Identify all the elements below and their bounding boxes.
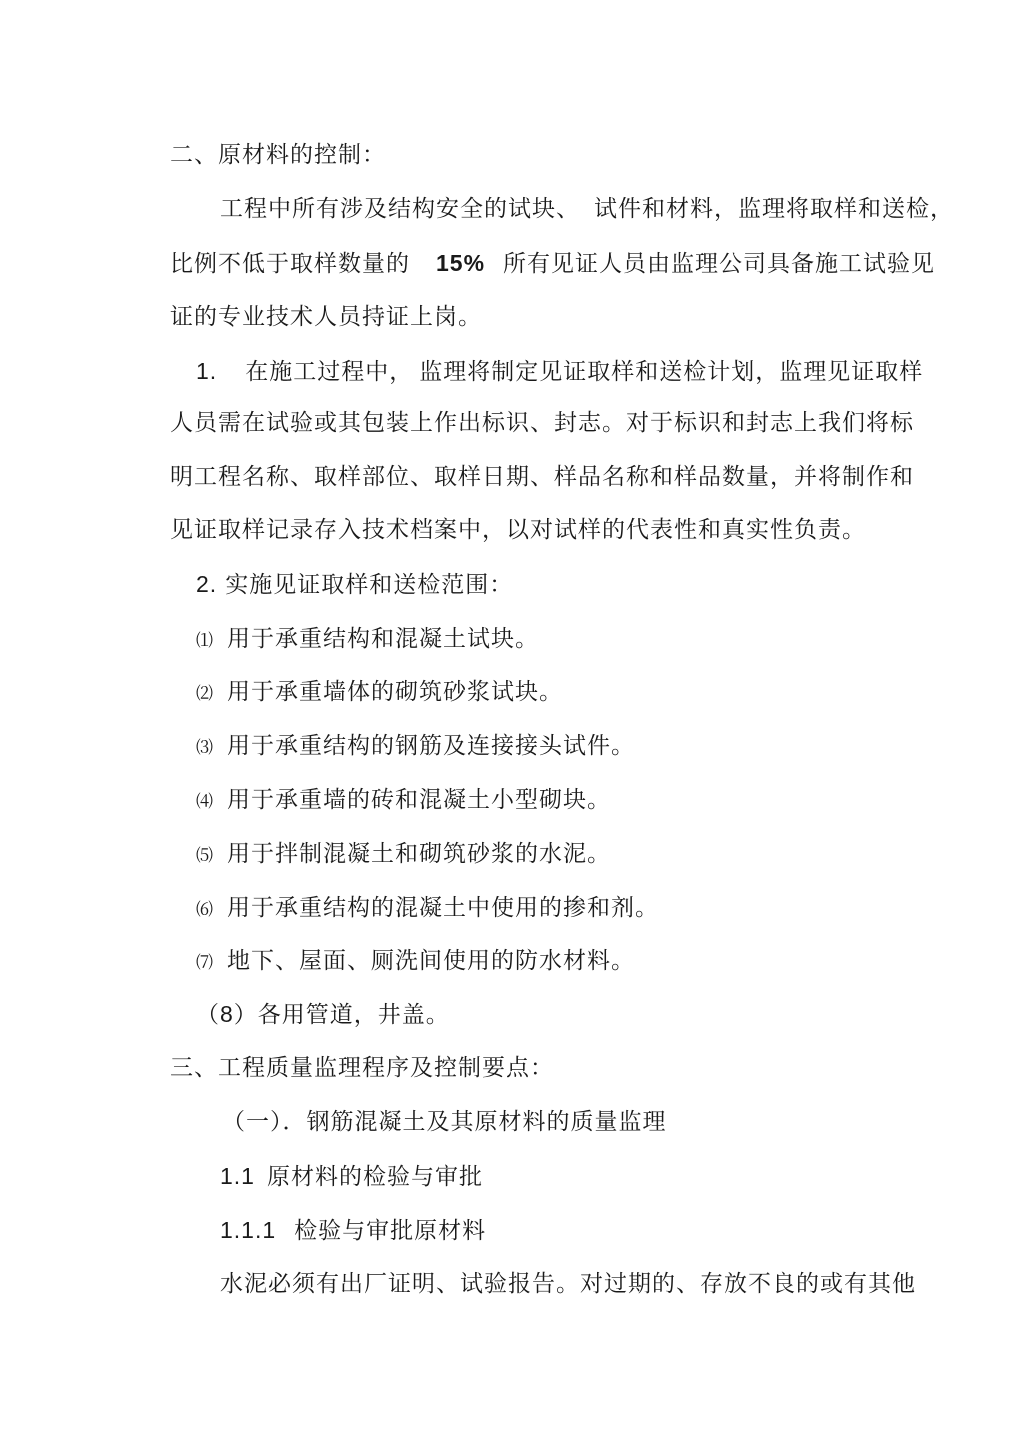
paragraph-line	[220, 194, 954, 224]
item-number: 2.	[196, 571, 218, 597]
text-segment: 实施见证取样和送检范围：	[225, 572, 514, 598]
scope-item	[196, 839, 611, 871]
scope-text: 用于承重结构的钢筋及连接接头试件。	[227, 733, 635, 759]
item-number: 1.	[196, 358, 218, 384]
heading-raw-materials: 二、原材料的控制：	[170, 142, 386, 168]
text-segment: 所有见证人员由监理公司具备施工试验见	[503, 251, 936, 277]
paren-close: ）	[233, 1002, 258, 1028]
scope-text: 地下、屋面、厕洗间使用的防水材料。	[227, 948, 635, 974]
scope-number: 8	[220, 1001, 234, 1027]
text-segment: 比例不低于取样数量的	[170, 251, 410, 277]
heading-quality-supervision: 三、工程质量监理程序及控制要点：	[170, 1055, 554, 1081]
scope-text: 用于承重结构和混凝土试块。	[227, 626, 539, 652]
scope-item	[196, 677, 563, 709]
scope-item	[196, 946, 635, 978]
paragraph-line: 明工程名称、取样部位、取样日期、样品名称和样品数量，并将制作和	[170, 464, 914, 490]
paragraph-line: 水泥必须有出厂证明、试验报告。对过期的、存放不良的或有其他	[220, 1271, 916, 1297]
section-title: 检验与审批原材料	[294, 1218, 487, 1244]
paragraph-line	[170, 248, 935, 279]
item-1-line	[196, 356, 923, 387]
section-1-1	[220, 1161, 483, 1192]
scope-number: ⑹	[196, 900, 213, 920]
scope-number: ⑶	[196, 738, 213, 758]
scope-number: ⑸	[196, 846, 213, 866]
scope-item	[196, 785, 611, 817]
scope-text: 用于承重墙体的砌筑砂浆试块。	[227, 679, 563, 705]
paragraph-line: 人员需在试验或其包装上作出标识、封志。对于标识和封志上我们将标	[170, 410, 914, 436]
section-title: 原材料的检验与审批	[266, 1164, 483, 1190]
text-segment: 工程中所有涉及结构安全的试块、	[220, 196, 580, 222]
text-segment: 试件和材料，监理将取样和送检，	[594, 196, 954, 222]
scope-number: ⑷	[196, 792, 213, 812]
paren-open: （	[196, 1002, 220, 1028]
scope-text: 用于承重墙的砖和混凝土小型砌块。	[227, 787, 611, 813]
percent-value: 15%	[436, 250, 486, 276]
text-segment: 在施工过程中，	[245, 359, 414, 385]
section-number: 1.1.1	[220, 1217, 277, 1243]
scope-item	[196, 893, 659, 925]
scope-number: ⑴	[196, 631, 213, 651]
scope-item	[196, 731, 635, 763]
scope-item	[196, 624, 539, 656]
text-segment: 监理将制定见证取样和送检计划，监理见证取样	[419, 359, 924, 385]
item-2-line	[196, 569, 513, 600]
scope-text: 各用管道，井盖。	[257, 1002, 450, 1028]
section-1-1-1	[220, 1215, 486, 1246]
scope-text: 用于拌制混凝土和砌筑砂浆的水泥。	[227, 841, 611, 867]
section-number: 1.1	[220, 1163, 255, 1189]
paragraph-line: 见证取样记录存入技术档案中，以对试样的代表性和真实性负责。	[170, 517, 866, 543]
paragraph-line: 证的专业技术人员持证上岗。	[170, 304, 482, 330]
scope-number: ⑵	[196, 684, 213, 704]
scope-item-8	[196, 999, 450, 1030]
scope-number: ⑺	[196, 953, 213, 973]
subheading-concrete: （一）．钢筋混凝土及其原材料的质量监理	[222, 1109, 667, 1135]
scope-text: 用于承重结构的混凝土中使用的掺和剂。	[227, 895, 659, 921]
